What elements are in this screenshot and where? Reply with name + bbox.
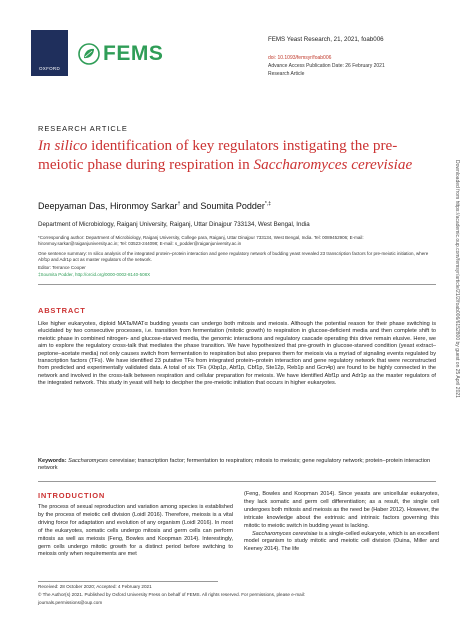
intro-right-p2-italic: Saccharomyces cerevisiae xyxy=(252,530,318,537)
article-type: Research Article xyxy=(268,71,305,77)
doi-link[interactable]: doi: 10.1093/femsyr/foab006 xyxy=(268,55,332,61)
keywords-text: cerevisiae; transcription factor; fermentation to respiration; mitosis to meiosis; gene regulatory network; protein–protein interaction network xyxy=(38,458,431,472)
author-last: and Soumita Podder xyxy=(180,201,265,211)
copyright: © The Author(s) 2021. Published by Oxford University Press on behalf of FEMS. All rights reserved. For permissions, please e-mail: xyxy=(38,592,306,597)
oxford-logo xyxy=(31,30,68,76)
download-sidebar-text: Downloaded from https://academic.oup.com/femsyr/article/21/2/foab006/6152800 by guest on 25 April 2021 xyxy=(454,160,460,398)
oxford-logo-text: OXFORD xyxy=(38,66,61,71)
intro-left-column: The process of sexual reproduction and variation among species is established by the process of meiotic cell division (Loidl 2016). Therefore, meiosis is a vital driving force for adaptation and evolution of any organism (Loidl 2016). In most of the eukaryotes, somatic cells undergo mitosis and germ cells can perform mitosis as well as meiosis (Feng, Bowles and Koopman 2014). Interestingly, germ cells undergo mitotic growth for a distinct period before switching to meiosis only when requirements are met xyxy=(38,504,233,558)
intro-right-column xyxy=(244,491,439,554)
divider xyxy=(38,581,218,582)
author-sup-1: † xyxy=(177,201,181,207)
title-italic-1: In silico xyxy=(38,137,88,154)
fems-logo-text: FEMS xyxy=(103,42,164,65)
keywords-italic: Saccharomyces xyxy=(68,458,108,464)
one-sentence-summary: One sentence summary: In silico analysis of the integrated protein–protein interaction and gene regulatory network of budding yeast revealed 23 transcription factors for pre-meiotic initiation, where Abf1p and Adr1p act as master regulators of the network. xyxy=(38,251,429,262)
abstract-text: Like higher eukaryotes, diploid MATa/MATα budding yeasts can undergo both mitosis and meiosis. Although the potential reason for their phase switching is elucidated by two consecutive processes, i.e. transition from fermentation (mitotic growth) to respiration in glucose-deficient media and then complete shift to meiotic phase in combined nitrogen- and glucose-starved media, the genomic interactions and regulatory cascade operating this drive remain elusive. Here, we aim to explore the regulatory cross-talk that mediates the phase transition. We have hypothesized that pre-growth in glucose-starved condition (yeast extract–peptone–acetate media) not only causes switch from fermentation to respiration but also prepares them for meiosis via a myriad of signaling events regulated by transcription factors (TFs). We have identified 23 putative TFs from integrated protein–protein interaction and gene regulatory network that were reconstructed from predicted and experimentally validated data. A total of six TFs (Xbp1p, Abf1p, Cbf1p, Ste12p, Reb1p and Gcn4p) are found to be highly connected in the network and involved in the cross-talk between respiration and cellular preparation for meiosis. We have identified Abf1p and Adr1p as the master regulators of the integrated network. This study in yeast will help to decipher the pre-meiotic initiation that occurs in higher eukaryotes. xyxy=(38,321,436,387)
intro-right-p2: is a single-celled eukaryote, which is an excellent model organism to study mitotic and meiotic cell division (Duina, Miller and Keeney 2014). The life xyxy=(244,530,439,553)
affiliation: Department of Microbiology, Raiganj University, Raiganj, Uttar Dinajpur 733134, West Bengal, India xyxy=(38,221,310,228)
article-title xyxy=(38,137,438,174)
title-text: identification of key regulators instigating the pre-meiotic phase during respiration in xyxy=(38,137,398,173)
section-label: RESEARCH ARTICLE xyxy=(38,124,128,133)
author-list xyxy=(38,201,271,211)
author-sup-2: *,‡ xyxy=(264,201,272,207)
keywords-label: Keywords: xyxy=(38,458,67,464)
divider xyxy=(38,481,436,482)
permissions-email[interactable]: journals.permissions@oup.com xyxy=(38,600,103,605)
title-italic-2: Saccharomyces cerevisiae xyxy=(253,155,413,173)
divider xyxy=(38,284,436,285)
received-dates: Received: 28 October 2020; Accepted: 4 February 2021 xyxy=(38,584,152,589)
intro-heading: INTRODUCTION xyxy=(38,491,106,500)
abstract-heading: ABSTRACT xyxy=(38,306,86,315)
journal-citation: FEMS Yeast Research, 21, 2021, foab006 xyxy=(268,36,384,43)
download-sidebar xyxy=(452,160,460,460)
keywords xyxy=(38,458,436,473)
correspondence: *Corresponding author: Department of Microbiology, Raiganj University, College para, Raiganj, Uttar Dinajpur 733134, West Bengal, India. Tel: 0089452906; E-mail: hironmoy.sarkar@raiganjuniversity.ac.in; Tel: 03523-244098; E-mail: s_podder@raiganjuniversity.ac.in xyxy=(38,235,364,246)
intro-right-p1: (Feng, Bowles and Koopman 2014). Since yeasts are unicellular eukaryotes, they lack somatic and germ cell differentiation; as a result, the single cell undergoes both mitosis and meiosis as the need be (Haber 2012). However, the intricate knowledge about the extrinsic and intrinsic factors governing this mitotic to meiotic switch in budding yeast is lacking. xyxy=(244,491,439,529)
author-names: Deepyaman Das, Hironmoy Sarkar xyxy=(38,201,178,211)
editor: Editor: Terrance Cooper xyxy=(38,265,86,270)
fems-leaf-icon xyxy=(78,43,100,65)
orcid-link[interactable]: ‡Soumita Podder, http://orcid.org/0000-0002-8140-508X xyxy=(38,272,151,277)
publication-date: Advance Access Publication Date: 26 February 2021 xyxy=(268,63,385,69)
